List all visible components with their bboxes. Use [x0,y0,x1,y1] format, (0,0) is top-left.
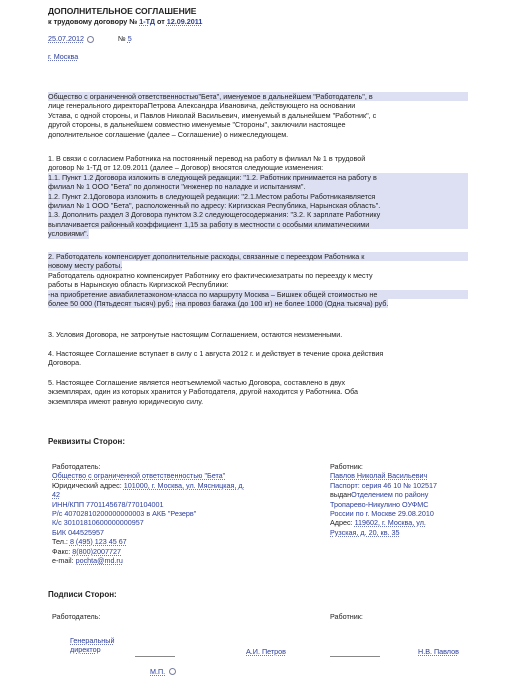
clause-4 [48,349,468,368]
preamble-line: Общество с ограниченной ответственностью"Бета", именуемое в дальнейшем "Работодатель", в [48,92,468,101]
clause-line: филиал № 1 ООО "Бета", расположенный по адресу: Киргизская Республика, Нарынская область". [48,201,468,210]
employee-label: Работник: [330,462,363,471]
employer-signature-name[interactable]: А.И. Петров [246,647,286,656]
employee-issued-field-2[interactable]: Тропарево-Никулино ОУФМС [330,499,429,509]
clause-3: 3. Условия Договора, не затронутые настоящим Соглашением, остаются неизменными. [48,330,343,339]
clause-line: -на приобретение авиабилетаэконом-класса по маршруту Москва – Бишкек общей стоимостью не [48,290,468,299]
employer-corr-account[interactable]: К/с 30101810600000000957 [52,518,144,528]
clause-line: новому месту работы. [48,261,123,271]
employer-address-field[interactable]: 101000, г. Москва, ул. Мясницкая, д. [123,480,245,490]
employer-label: Работодатель: [52,462,101,471]
clause-line: договор № 1-ТД от 12.09.2011 (далее – Договор) вносятся следующие изменения: [48,163,324,173]
signatures-heading: Подписи Сторон: [48,590,117,599]
clause-line: условиями". [48,229,89,239]
contract-date-field[interactable]: 12.09.2011 [166,17,203,26]
employee-passport[interactable]: Паспорт: серия 46 10 № 102517 [330,480,437,490]
agreement-number-field[interactable]: 5 [127,34,132,43]
clause-line: 1.1. Пункт 1.2 Договора изложить в следующей редакции: "1.2. Работник принимается на работу в [48,173,468,182]
employee-address-field-2[interactable]: Рузская, д. 20, кв. 35 [330,527,400,537]
edit-circle-icon[interactable] [169,668,176,675]
employee-address-field[interactable]: 119602, г. Москва, ул. [354,518,426,528]
employer-bik[interactable]: БИК 044525957 [52,527,105,537]
employer-phone-field[interactable]: 8 (495) 123 45 67 [69,537,127,547]
clause-line: экземпляра имеют равную юридическую силу. [48,396,204,406]
employer-inn[interactable]: ИНН/КПП 7701145678/770104001 [52,499,164,509]
employee-signature-line[interactable] [330,656,380,657]
document-title: ДОПОЛНИТЕЛЬНОЕ СОГЛАШЕНИЕ [48,6,197,16]
employer-signature-line[interactable] [135,656,175,657]
signatory-position-field[interactable]: Генеральный директор [70,636,115,655]
preamble-line: другой стороны, в дальнейшем совместно именуемые "Стороны", заключили настоящее [48,120,346,130]
clause-line: 4. Настоящее Соглашение вступает в силу с 1 августа 2012 г. и действует в течение срока действия [48,349,384,358]
employer-fax-field[interactable]: 8(800)2007727 [72,546,122,556]
clause-line: 1.3. Дополнить раздел 3 Договора пунктом 3.2 следующегосодержания: "3.2. К зарплате Работнику [48,210,468,219]
document-subtitle: к трудовому договору № 1-ТД от 12.09.2011 [48,17,203,26]
employee-issued-field-3[interactable]: России по г. Москве 29.08.2010 [330,509,434,519]
clause-line: филиал № 1 ООО "Бета" по должности "инженер по наладке и испытаниям". [48,182,468,191]
clause-5 [48,378,468,406]
clause-2 [48,252,468,308]
stamp-placeholder[interactable]: М.П. [150,667,166,676]
agreement-date-field[interactable]: 25.07.2012 [48,34,84,43]
employee-signature-name[interactable]: Н.В. Павлов [418,647,459,656]
clause-line: -на провоз багажа (до 100 кг) не более 1000 (Одна тысяча) руб. [175,299,389,309]
clause-line: экземплярах, один из которых хранится у Работодателя, другой находится у Работника. Оба [48,387,359,397]
clause-line: 5. Настоящее Соглашение является неотъемлемой частью Договора, составлено в двух [48,378,346,387]
clause-line: 1. В связи с согласием Работника на постоянный перевод на работу в филиал № 1 в трудовой [48,154,366,163]
contract-number-field[interactable]: 1-ТД [139,17,156,26]
signature-employee-label: Работник: [330,612,363,621]
preamble-line: дополнительное соглашение (далее – Соглашение) о нижеследующем. [48,129,289,139]
employer-address-field-2[interactable]: 42 [52,490,60,500]
clause-line: 2. Работодатель компенсирует дополнительные расходы, связанные с переездом Работника к [48,252,468,261]
requisites-heading: Реквизиты Сторон: [48,437,126,446]
employee-name-field[interactable]: Павлов Николай Васильевич [330,471,428,481]
employer-account[interactable]: Р/с 40702810200000000003 в АКБ "Резерв" [52,509,197,519]
employer-requisites: Работодатель: Общество с ограниченной ответственностью "Бета" Юридический адрес: 101000, г. Москва, ул. Мясницкая, д. 42 ИНН/КПП 7701145678/770104001 Р/с 40702810200000000003 в АКБ "Резерв" К/с 30101810600000000957 БИК 044525957 Тел.: 8 (495) 123 45 67 Факс: 8(800)2007727 e-mail: pochta@md.ru [52,462,262,565]
preamble-line: лице генерального директораПетрова Александра Ивановича, действующего на основании [48,101,356,111]
preamble [48,92,468,139]
clause-line: 1.2. Пункт 2.1Договора изложить в следующей редакции: "2.1.Местом работы Работникаявляется [48,192,468,201]
agreement-date-row: 25.07.2012 № 5 [48,34,132,43]
preamble-line: Устава, с одной стороны, и Павлов Николай Васильевич, именуемый в дальнейшем "Работник", с [48,110,377,120]
employer-email-field[interactable]: pochta@md.ru [75,556,123,566]
city-field[interactable]: г. Москва [48,52,79,61]
clause-line: выплачивается районный коэффициент 1,15 за работу в местности с особыми климатическими [48,220,468,229]
clause-1 [48,154,468,239]
employee-issued-field[interactable]: Отделением по району [351,490,429,500]
clause-line: более 50 000 (Пятьдесят тысяч) руб.; [48,299,174,309]
clause-line: Работодатель однократно компенсирует Работнику его фактическиезатраты по переезду к месту [48,270,373,280]
clause-line: работы в Нарынскую область Киргизской Республики: [48,280,229,290]
employee-requisites: Работник: Павлов Николай Васильевич Паспорт: серия 46 10 № 102517 выданОтделением по району Тропарево-Никулино ОУФМС России по г. Москве 29.08.2010 Адрес: 119602, г. Москва, ул. Рузская, д. 20, кв. 35 [330,462,480,537]
clause-line: Договора. [48,358,82,368]
edit-circle-icon[interactable] [87,36,94,43]
employer-name-field[interactable]: Общество с ограниченной ответственностью "Бета" [52,471,226,481]
signature-employer-label: Работодатель: [52,612,101,621]
